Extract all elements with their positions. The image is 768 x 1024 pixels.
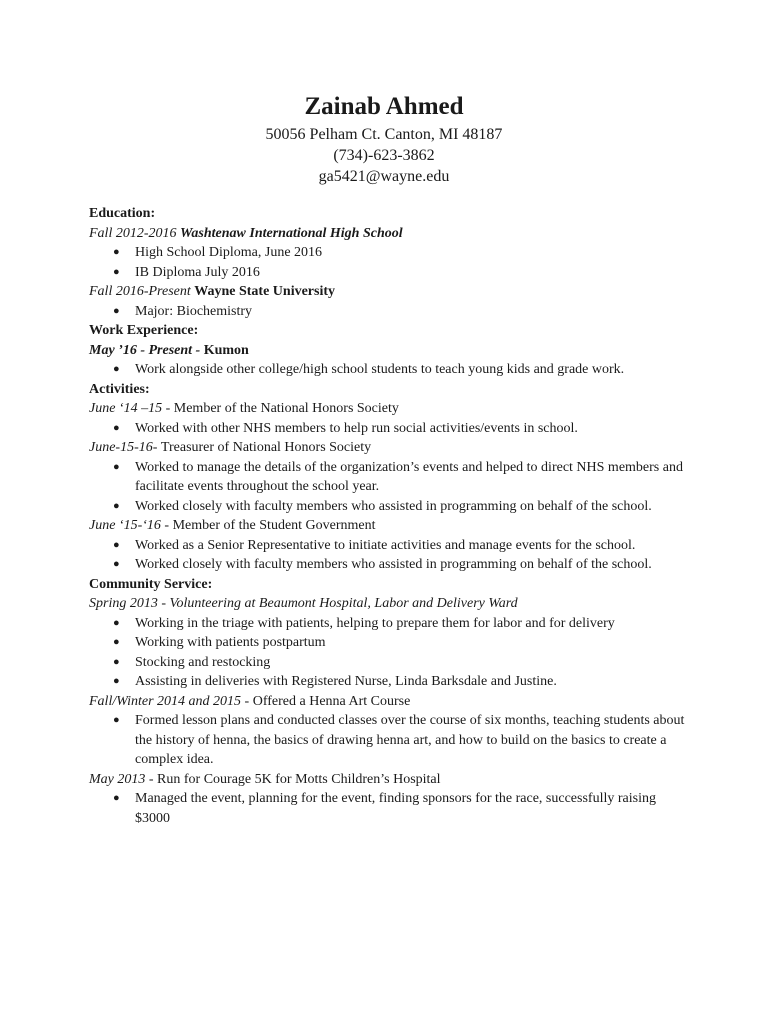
list-item — [89, 243, 689, 263]
bullet-list — [89, 360, 689, 380]
entry-date: Fall 2016-Present — [89, 284, 195, 299]
bullet-icon: ● — [113, 616, 120, 629]
list-item-text: Working with patients postpartum — [135, 635, 326, 650]
entry-org: Kumon — [203, 342, 249, 358]
education-heading: Education: — [89, 206, 156, 221]
entry-org: Treasurer of National Honors Society — [160, 440, 372, 455]
community-entry — [89, 770, 689, 790]
education-entry — [89, 224, 689, 244]
list-item — [89, 458, 689, 497]
list-item — [89, 614, 689, 634]
bullet-list — [89, 243, 689, 282]
bullet-list — [89, 711, 689, 770]
entry-date: Fall 2012-2016 — [89, 225, 180, 241]
bullet-icon: ● — [113, 558, 120, 570]
list-item-text: Work alongside other college/high school students to teach young kids and grade work. — [135, 362, 625, 377]
list-item — [89, 711, 689, 770]
list-item — [89, 633, 689, 653]
entry-date: June-15-16- — [89, 440, 161, 455]
activity-entry — [89, 438, 689, 458]
bullet-icon: ● — [113, 792, 120, 804]
bullet-icon: ● — [113, 421, 120, 434]
entry-org: Offered a Henna Art Course — [252, 693, 411, 709]
resume-body — [89, 204, 689, 828]
bullet-list — [89, 458, 689, 517]
entry-org: Member of the Student Government — [172, 518, 376, 533]
list-item — [89, 302, 689, 322]
entry-org: Wayne State University — [194, 284, 336, 299]
list-item — [89, 555, 689, 575]
activity-entry — [89, 516, 689, 536]
bullet-icon: ● — [113, 304, 120, 317]
bullet-icon: ● — [113, 636, 120, 648]
education-entry — [89, 282, 689, 302]
bullet-list — [89, 536, 689, 575]
bullet-list — [89, 302, 689, 322]
list-item-text: IB Diploma July 2016 — [135, 264, 260, 280]
phone: (734)-623-3862 — [333, 147, 435, 164]
bullet-icon: ● — [113, 265, 120, 278]
list-item — [89, 497, 689, 517]
entry-org: Volunteering at Beaumont Hospital, Labor and Delivery Ward — [169, 596, 518, 611]
candidate-name: Zainab Ahmed — [304, 93, 464, 120]
entry-org: Member of the National Honors Society — [173, 401, 399, 416]
list-item-text: Major: Biochemistry — [135, 303, 253, 319]
list-item — [89, 536, 689, 556]
list-item-text: Formed lesson plans and conducted classes over the course of six months, teaching students about the history of henna, the basics of drawing henna art, and how to build on the basics to create a complex idea. — [135, 713, 685, 767]
list-item-text: Managed the event, planning for the event, finding sponsors for the race, successfully raising $3000 — [135, 791, 656, 826]
work-heading: Work Experience: — [89, 323, 199, 338]
list-item-text: Worked with other NHS members to help run social activities/events in school. — [135, 420, 578, 436]
bullet-icon: ● — [113, 499, 120, 512]
bullet-icon: ● — [113, 714, 120, 726]
bullet-icon: ● — [113, 655, 120, 668]
list-item-text: Assisting in deliveries with Registered Nurse, Linda Barksdale and Justine. — [135, 674, 557, 689]
bullet-list — [89, 419, 689, 439]
bullet-list — [89, 789, 689, 828]
list-item-text: Worked as a Senior Representative to initiate activities and manage events for the school. — [135, 537, 636, 553]
community-entry — [89, 692, 689, 712]
list-item-text: Worked closely with faculty members who assisted in programming on behalf of the school. — [135, 557, 652, 572]
list-item-text: Worked closely with faculty members who assisted in programming on behalf of the school. — [135, 498, 652, 514]
list-item-text: Stocking and restocking — [135, 654, 271, 670]
bullet-icon: ● — [113, 675, 120, 687]
bullet-icon: ● — [113, 246, 120, 258]
activities-heading: Activities: — [89, 381, 150, 397]
list-item — [89, 360, 689, 380]
list-item — [89, 419, 689, 439]
list-item-text: Worked to manage the details of the organization’s events and helped to direct NHS members and facilitate events throughout the school year. — [135, 459, 683, 494]
community-entry — [89, 594, 689, 614]
work-entry — [89, 341, 689, 361]
entry-org: Run for Courage 5K for Motts Children’s Hospital — [157, 771, 441, 787]
resume-header — [0, 90, 768, 187]
bullet-icon: ● — [113, 363, 120, 375]
list-item — [89, 672, 689, 692]
list-item-text: High School Diploma, June 2016 — [135, 245, 323, 260]
entry-date: June ‘15-‘16 - — [89, 518, 173, 533]
list-item — [89, 789, 689, 828]
entry-date: Fall/Winter 2014 and 2015 - — [89, 693, 253, 709]
entry-date: May 2013 - — [89, 771, 158, 787]
bullet-icon: ● — [113, 460, 120, 473]
email: ga5421@wayne.edu — [318, 168, 450, 185]
list-item-text: Working in the triage with patients, helping to prepare them for labor and for delivery — [135, 615, 615, 631]
bullet-list — [89, 614, 689, 692]
activity-entry — [89, 399, 689, 419]
entry-date: Spring 2013 - — [89, 596, 170, 611]
community-heading: Community Service: — [89, 576, 213, 592]
entry-date: May ’16 - Present - — [89, 342, 204, 358]
entry-org: Washtenaw International High School — [180, 225, 403, 241]
list-item — [89, 653, 689, 673]
bullet-icon: ● — [113, 538, 120, 551]
list-item — [89, 263, 689, 283]
entry-date: June ‘14 –15 - — [89, 401, 174, 416]
address: 50056 Pelham Ct. Canton, MI 48187 — [265, 126, 503, 143]
